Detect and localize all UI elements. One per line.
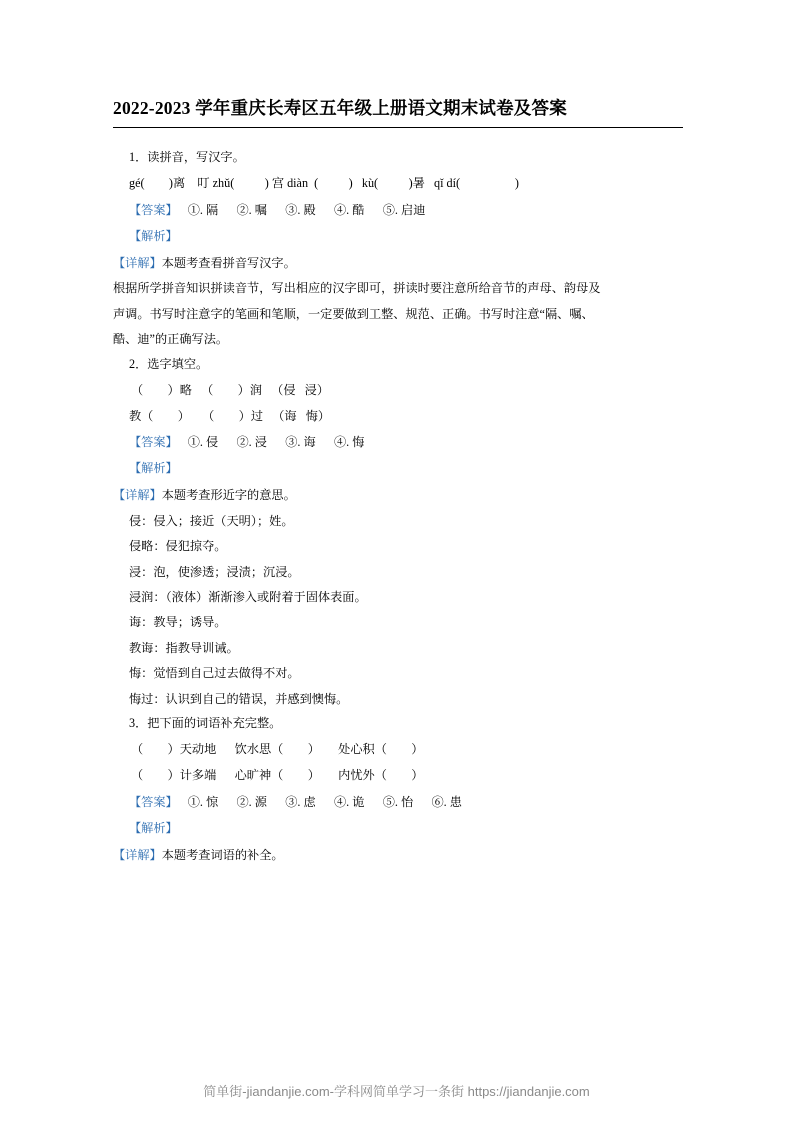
- question-2-explain-line: 侵：侵入；接近（天明）；姓。: [129, 513, 294, 528]
- question-1-detail-row: [113, 251, 683, 275]
- question-2-explain-line: 悔：觉悟到自己过去做得不对。: [129, 666, 300, 681]
- question-1-explain-line: 根据所学拼音知识拼读音节，写出相应的汉字即可，拼读时要注意所给音节的声母、韵母及: [113, 281, 601, 296]
- question-1-number: 1．: [129, 150, 148, 165]
- question-3-number: 3．: [129, 716, 148, 731]
- question-2-body-line: 教（ ） （ ）过 （诲 悔）: [129, 408, 331, 423]
- question-2-explain-line: 教诲：指教导训诫。: [129, 640, 239, 655]
- question-2-analysis-row: [113, 457, 683, 480]
- question-2-explain-line: 侵略：侵犯掠夺。: [129, 539, 227, 554]
- question-2-detail: 本题考查形近字的意思。: [161, 488, 296, 503]
- question-2-explain-line: 浸：泡，使渗透；浸渍；沉浸。: [129, 564, 300, 579]
- question-2-answer-row: [113, 431, 683, 454]
- question-3-answer-row: [113, 791, 683, 814]
- answer-label: 【答案】: [129, 202, 178, 217]
- page-footer: 简单街-jiandanjie.com-学科网简单学习一条街 https://jiandanjie.com: [203, 1084, 590, 1099]
- question-3-text: 把下面的词语补充完整。: [147, 716, 282, 731]
- document-content: [113, 95, 683, 868]
- question-1-text: 读拼音，写汉字。: [147, 150, 245, 165]
- answer-label: 【答案】: [129, 435, 178, 450]
- answer-label: 【答案】: [129, 794, 178, 809]
- analysis-label: 【解析】: [129, 228, 178, 243]
- detail-label: 【详解】: [113, 847, 162, 862]
- question-2-detail-row: [113, 483, 683, 507]
- question-2-explain-line: 诲：教导；诱导。: [129, 615, 227, 630]
- analysis-label: 【解析】: [129, 461, 178, 476]
- question-2-text: 选字填空。: [147, 356, 209, 371]
- question-3-answer: ①. 惊 ②. 源 ③. 虑 ④. 诡 ⑤. 怡 ⑥. 患: [187, 794, 462, 809]
- detail-label: 【详解】: [113, 488, 162, 503]
- question-3-detail-row: [113, 843, 683, 867]
- question-1-explain-line: 酷、迪”的正确写法。: [113, 332, 229, 347]
- detail-label: 【详解】: [113, 255, 162, 270]
- question-2-prompt: [113, 353, 683, 376]
- question-1-explain-line: 声调。书写时注意字的笔画和笔顺，一定要做到工整、规范、正确。书写时注意“隔、嘱、: [113, 306, 594, 321]
- question-2-number: 2．: [129, 356, 148, 371]
- question-1-answer-row: [113, 199, 683, 222]
- page-title: 2022-2023 学年重庆长寿区五年级上册语文期末试卷及答案: [113, 98, 567, 118]
- question-2-explain-line: 浸润：（液体）渐渐渗入或附着于固体表面。: [129, 590, 367, 605]
- question-1-prompt: [113, 146, 683, 169]
- question-3-detail: 本题考查词语的补全。: [161, 847, 284, 862]
- question-2-body-line: （ ）略 （ ）润 （侵 浸）: [131, 382, 330, 397]
- question-3-analysis-row: [113, 817, 683, 840]
- question-2-answer: ①. 侵 ②. 浸 ③. 诲 ④. 悔: [187, 435, 365, 450]
- question-1-answer: ①. 隔 ②. 嘱 ③. 殿 ④. 酷 ⑤. 启迪: [187, 202, 426, 217]
- question-1-detail: 本题考查看拼音写汉字。: [161, 255, 296, 270]
- title-divider: [113, 127, 683, 128]
- question-3-body-line: （ ）计多端 心旷神（ ） 内忧外（ ）: [131, 768, 424, 783]
- question-3-prompt: [113, 712, 683, 735]
- question-1-body-line: gé( )离 叮 zhǔ( ) 宫 diàn ( ) kù( )暑 qǐ dí( ): [129, 176, 519, 191]
- analysis-label: 【解析】: [129, 820, 178, 835]
- question-2-explain-line: 悔过：认识到自己的错误，并感到懊悔。: [129, 691, 349, 706]
- question-3-body-line: （ ）天动地 饮水思（ ） 处心积（ ）: [131, 742, 424, 757]
- question-1-analysis-row: [113, 225, 683, 248]
